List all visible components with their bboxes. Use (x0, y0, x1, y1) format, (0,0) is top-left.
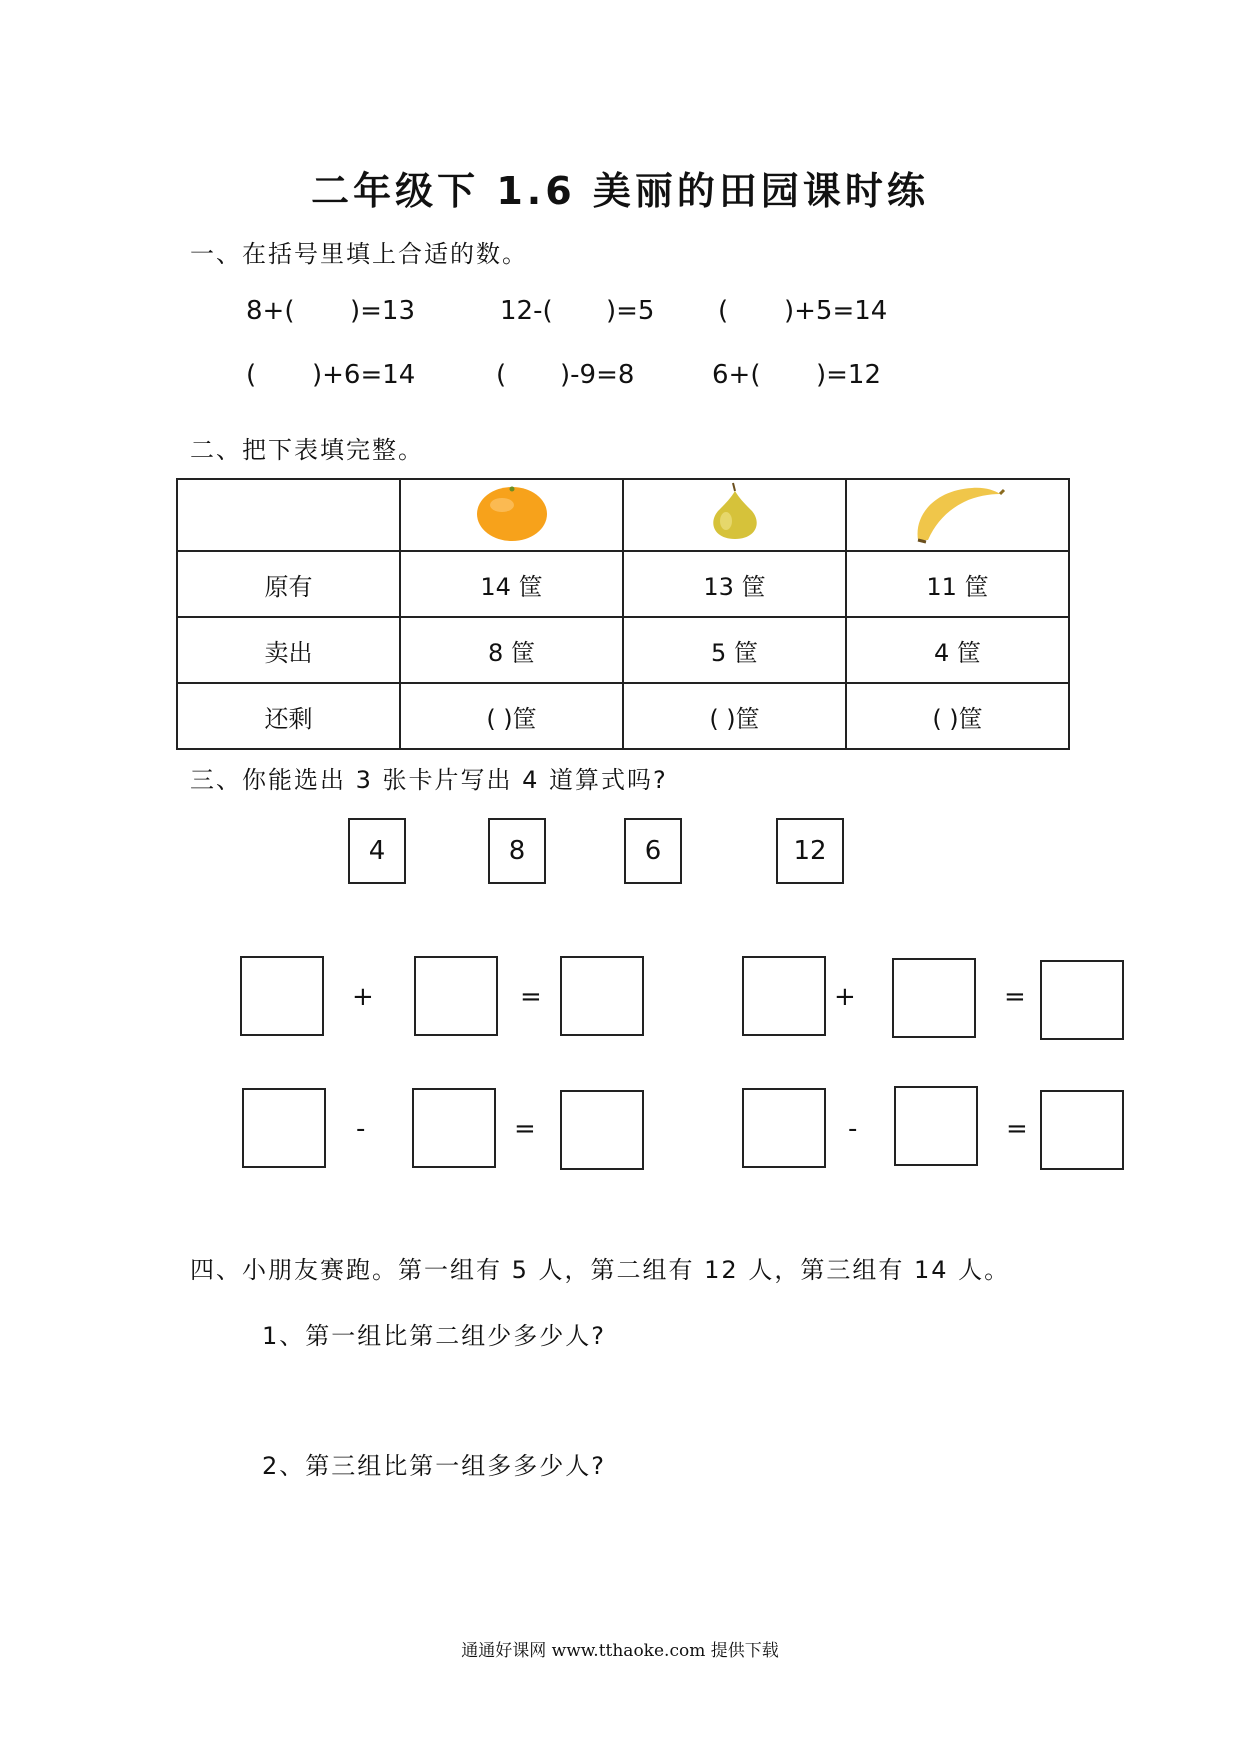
eq2-left: 12-( (500, 296, 553, 326)
table-cell: 5 筐 (623, 617, 846, 683)
eq4-left: ( (246, 360, 257, 390)
minus-sign: - (848, 1114, 858, 1144)
row-label: 卖出 (177, 617, 400, 683)
pear-icon (700, 481, 770, 543)
row-label: 还剩 (177, 683, 400, 749)
plus-sign: + (834, 982, 856, 1012)
banana-icon (910, 480, 1006, 544)
table-cell: 14 筐 (400, 551, 623, 617)
answer-cell[interactable]: ( )筐 (623, 683, 846, 749)
table-cell: 11 筐 (846, 551, 1069, 617)
equals-sign: = (1004, 982, 1026, 1012)
equals-sign: = (1006, 1114, 1028, 1144)
table-row (177, 551, 1069, 617)
answer-box[interactable] (242, 1088, 326, 1168)
banana-cell (846, 479, 1069, 551)
table-row (177, 479, 1069, 551)
answer-box[interactable] (742, 1088, 826, 1168)
answer-box[interactable] (412, 1088, 496, 1168)
answer-box[interactable] (414, 956, 498, 1036)
plus-sign: + (352, 982, 374, 1012)
answer-box[interactable] (560, 1090, 644, 1170)
footer-credit: 通通好课网 www.tthaoke.com 提供下载 (461, 1641, 779, 1661)
fruit-table (176, 478, 1070, 750)
answer-box[interactable] (1040, 960, 1124, 1040)
eq1-left: 8+( (246, 296, 295, 326)
eq6-right: )=12 (816, 360, 882, 390)
table-row (177, 683, 1069, 749)
row-label: 原有 (177, 551, 400, 617)
section4-heading: 四、小朋友赛跑。第一组有 5 人，第二组有 12 人，第三组有 14 人。 (190, 1256, 1011, 1284)
number-card: 4 (348, 818, 406, 884)
answer-cell[interactable]: ( )筐 (846, 683, 1069, 749)
orange-icon (472, 481, 552, 543)
table-cell: 8 筐 (400, 617, 623, 683)
table-row (177, 617, 1069, 683)
eq3-right: )+5=14 (784, 296, 888, 326)
answer-box[interactable] (742, 956, 826, 1036)
answer-box[interactable] (892, 958, 976, 1038)
table-corner-cell (177, 479, 400, 551)
section1-heading: 一、在括号里填上合适的数。 (190, 240, 528, 268)
equals-sign: = (520, 982, 542, 1012)
table-cell: 4 筐 (846, 617, 1069, 683)
answer-cell[interactable]: ( )筐 (400, 683, 623, 749)
eq6-left: 6+( (712, 360, 761, 390)
eq2-right: )=5 (606, 296, 655, 326)
eq5-left: ( (496, 360, 507, 390)
answer-box[interactable] (1040, 1090, 1124, 1170)
question-1: 1、第一组比第二组少多少人? (262, 1322, 607, 1350)
answer-box[interactable] (560, 956, 644, 1036)
number-card: 12 (776, 818, 844, 884)
section2-heading: 二、把下表填完整。 (190, 436, 424, 464)
eq1-right: )=13 (350, 296, 416, 326)
equals-sign: = (514, 1114, 536, 1144)
page-title: 二年级下 1.6 美丽的田园课时练 (311, 169, 929, 213)
section3-heading: 三、你能选出 3 张卡片写出 4 道算式吗? (190, 766, 668, 794)
number-card: 8 (488, 818, 546, 884)
question-2: 2、第三组比第一组多多少人? (262, 1452, 607, 1480)
minus-sign: - (356, 1114, 366, 1144)
number-card: 6 (624, 818, 682, 884)
answer-box[interactable] (894, 1086, 978, 1166)
table-cell: 13 筐 (623, 551, 846, 617)
eq5-right: )-9=8 (560, 360, 635, 390)
orange-cell (400, 479, 623, 551)
eq3-left: ( (718, 296, 729, 326)
eq4-right: )+6=14 (312, 360, 416, 390)
answer-box[interactable] (240, 956, 324, 1036)
pear-cell (623, 479, 846, 551)
